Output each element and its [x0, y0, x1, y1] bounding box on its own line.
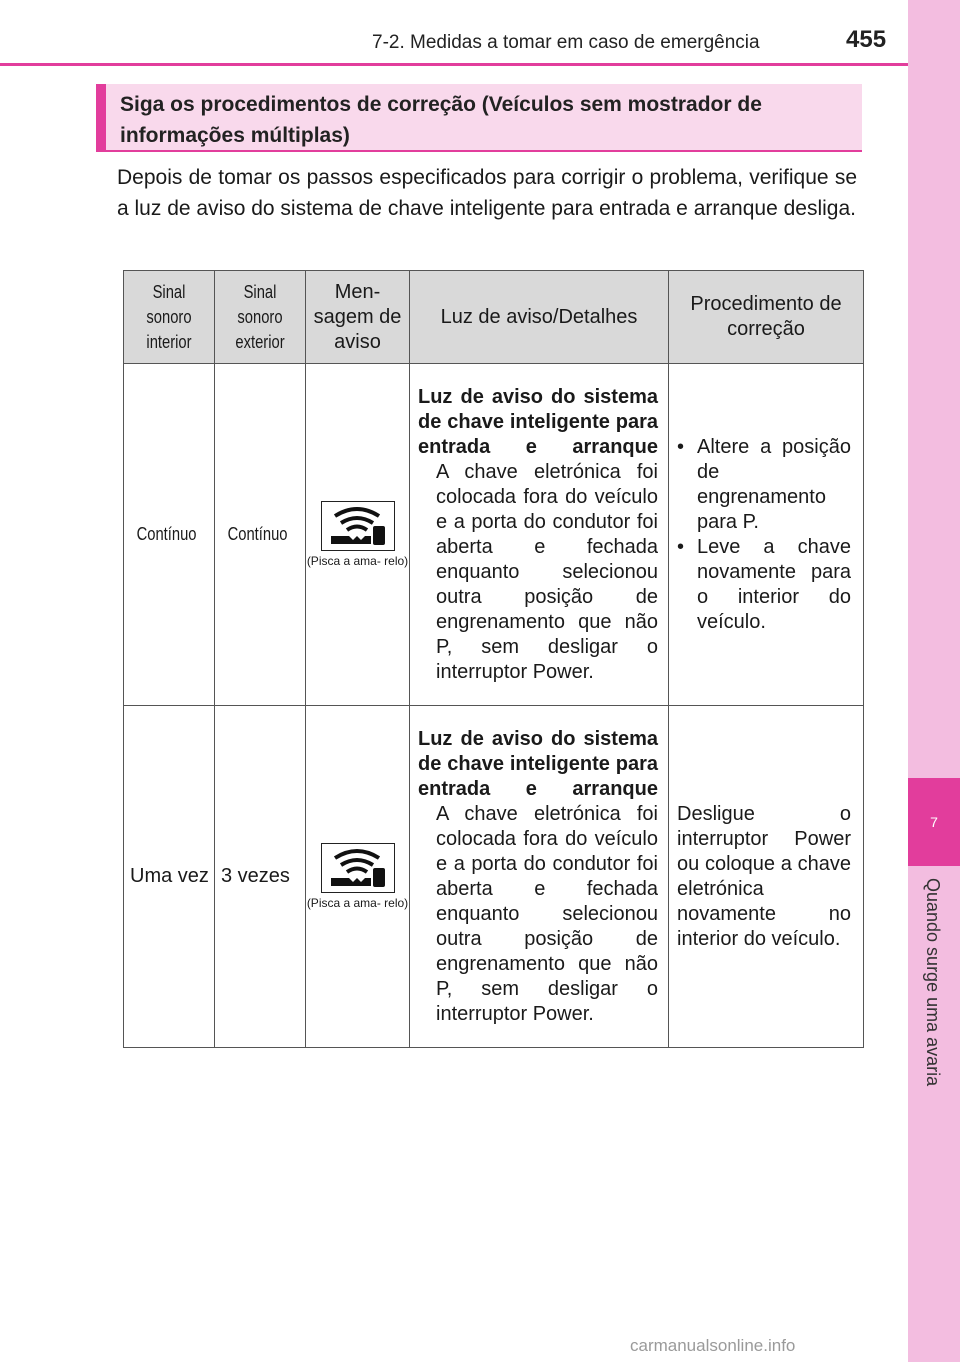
warning-detail-text: A chave eletrónica foi colocada fora do veículo e a porta do condutor foi aberta e fechada enquanto selecionou outra posição de engrenamento que não P, sem desligar o interruptor Power.	[436, 802, 658, 1025]
cell-procedure	[669, 364, 864, 706]
procedure-bullet: • Altere a posição de engrenamento para P.	[677, 435, 851, 533]
intro-paragraph: Depois de tomar os passos especificados para corrigir o problema, verifique se a luz de aviso do sistema de chave inteligente para entrada e arranque desliga.	[117, 166, 857, 220]
smart-key-warning-icon	[321, 843, 395, 893]
chapter-number: 7	[908, 778, 960, 866]
icon-caption: (Pisca a ama- relo)	[306, 896, 409, 910]
cell-details	[410, 364, 669, 706]
procedure-bullet: • Leve a chave novamente para o interior do veículo.	[677, 535, 851, 633]
header-message: Men- sagem de aviso	[306, 271, 410, 364]
cell-inner-buzzer: Contínuo	[124, 364, 215, 706]
header-section-title: 7-2. Medidas a tomar em caso de emergência	[372, 32, 760, 53]
smart-key-warning-icon	[321, 501, 395, 551]
cell-message	[306, 364, 410, 706]
warning-detail-text: A chave eletrónica foi colocada fora do veículo e a porta do condutor foi aberta e fechada enquanto selecionou outra posição de engrenamento que não P, sem desligar o interruptor Power.	[436, 460, 658, 683]
header-warning-light: Luz de aviso/Detalhes	[410, 271, 669, 364]
cell-outer-buzzer: Contínuo	[215, 364, 306, 706]
header-inner-buzzer: Sinal sonoro interior	[124, 271, 215, 364]
table-row	[124, 364, 864, 706]
chapter-label: Quando surge uma avaria	[923, 878, 943, 1087]
watermark: carmanualsonline.info	[630, 1336, 796, 1355]
cell-details	[410, 706, 669, 1048]
cell-outer-buzzer: 3 vezes	[215, 706, 306, 1048]
cell-message	[306, 706, 410, 1048]
section-title: Siga os procedimentos de correção (Veículos sem mostrador de informações múltiplas)	[96, 84, 862, 152]
header-rule	[0, 63, 908, 66]
header-procedure: Procedimento de correção	[669, 271, 864, 364]
page-number: 455	[846, 26, 887, 53]
cell-inner-buzzer: Uma vez	[124, 706, 215, 1048]
warning-light-title: Luz de aviso do sistema de chave inteligente para entrada e arranque	[418, 385, 658, 458]
icon-caption: (Pisca a ama- relo)	[306, 554, 409, 568]
procedure-table	[123, 270, 864, 1048]
chapter-side-tab	[908, 0, 960, 1362]
table-row	[124, 706, 864, 1048]
warning-light-title: Luz de aviso do sistema de chave inteligente para entrada e arranque	[418, 727, 658, 800]
cell-procedure: Desligue o interruptor Power ou coloque a chave eletrónica novamente no interior do veículo.	[669, 706, 864, 1048]
header-outer-buzzer: Sinal sonoro exterior	[215, 271, 306, 364]
table-header-row	[124, 271, 864, 364]
